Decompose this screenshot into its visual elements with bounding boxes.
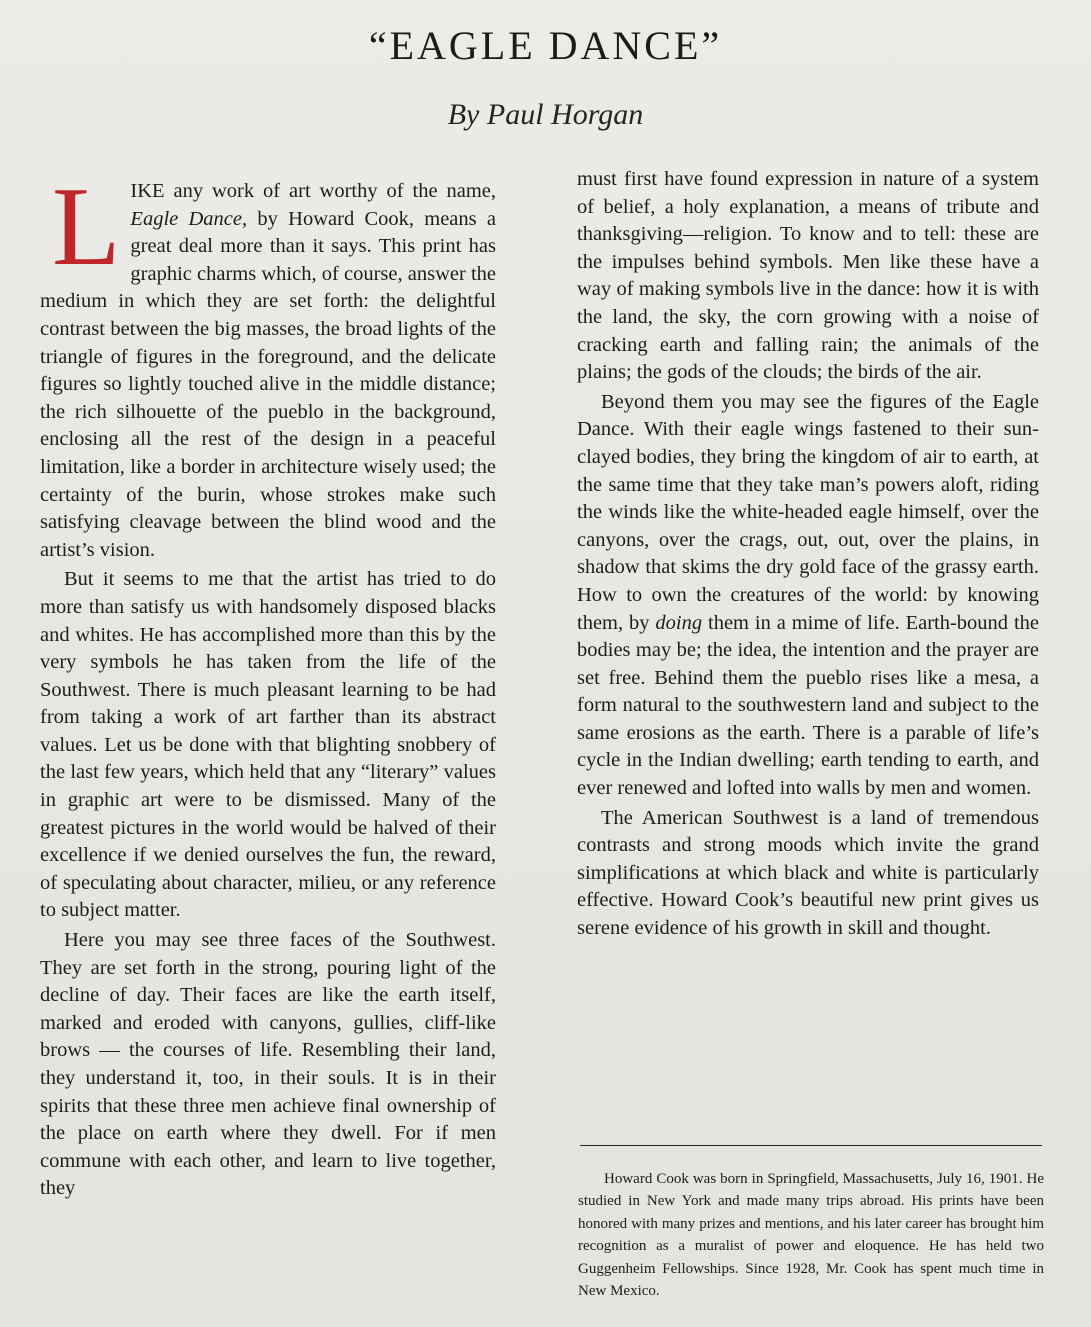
paragraph-1-head: IKE any work of art worthy of the name, bbox=[130, 180, 496, 202]
left-column bbox=[40, 165, 496, 1205]
right-column bbox=[577, 166, 1039, 945]
article-title: “EAGLE DANCE” bbox=[368, 23, 723, 68]
paragraph-4 bbox=[577, 389, 1039, 803]
drop-cap: L bbox=[52, 165, 121, 289]
footnote-divider bbox=[580, 1145, 1042, 1146]
paragraph-3-continued: must first have found expression in nature of a system of belief, a holy explanation, a means of tribute and thanksgiving—religion. To know and to tell: these are the impulses behind symbols. Men like these have a way of making symbols live in the dance: how it is with the land, the sky, the corn growing with a noise of cracking earth and falling rain; the animals of the plains; the gods of the clouds; the birds of the air. bbox=[577, 168, 1039, 384]
paragraph-5: The American Southwest is a land of tremendous contrasts and strong moods which invite the grand simplifications at which black and white is particularly effective. Howard Cook’s beautiful new print gives us serene evidence of his growth in skill and thought. bbox=[577, 806, 1039, 940]
paragraph-3: Here you may see three faces of the Southwest. They are set forth in the strong, pouring light of the decline of day. Their faces are like the earth itself, marked and eroded with canyons, gullies, cliff-like brows — the courses of life. Resembling their land, they understand it, too, in their souls. It is in their spirits that these three men achieve final ownership of the place on earth where they dwell. For if men commune with each other, and learn to live together, they bbox=[40, 929, 496, 1200]
paragraph-2: But it seems to me that the artist has tried to do more than satisfy us with handsomely disposed blacks and whites. He has accomplished more than this by the very symbols he has taken from the life of the Southwest. There is much pleasant learning to be had from taking a work of art farther than its abstract values. Let us be done with that blighting snobbery of the last few years, which held that any “literary” values in graphic art were to be dismissed. Many of the greatest pictures in the world would be halved of their excellence if we denied ourselves the fun, the reward, of speculating about character, milieu, or any reference to subject matter. bbox=[40, 568, 496, 922]
paragraph-4-head: Beyond them you may see the figures of the Eagle Dance. With their eagle wings fastened to their sun-clayed bodies, they bring the kingdom of air to earth, at the same time that they take man’s powers aloft, riding the winds like the white-headed eagle himself, over the canyons, over the crags, out, out, over the plains, in shadow that skims the dry gold face of the grassy earth. How to own the creatures of the world: by knowing them, by bbox=[577, 390, 1039, 634]
paragraph-1-tail: , by Howard Cook, means a great deal more than it says. This print has graphic charms which, of course, answer the medium in which they are set forth: the delightful contrast between the big masses, the broad lights of the triangle of figures in the foreground, and the delicate figures so lightly touched alive in the middle distance; the rich silhouette of the pueblo in the background, enclosing all the rest of the design in a peaceful limitation, like a border in architecture wisely used; the certainty of the burin, whose strokes make such satisfying cleavage between the blind wood and the artist’s vision. bbox=[40, 207, 496, 561]
artwork-title: Eagle Dance bbox=[130, 207, 243, 230]
emphasis-doing: doing bbox=[655, 611, 703, 634]
footnote-biography: Howard Cook was born in Springfield, Massachusetts, July 16, 1901. He studied in New York and made many trips abroad. His prints have been honored with many prizes and mentions, and his later career has brought him recognition as a muralist of power and eloquence. He has held two Guggenheim Fellowships. Since 1928, Mr. Cook has spent much time in New Mexico. bbox=[578, 1171, 1044, 1300]
article-byline: By Paul Horgan bbox=[447, 98, 644, 131]
paragraph-1 bbox=[40, 165, 496, 564]
paragraph-4-tail: them in a mime of life. Earth-bound the bodies may be; the idea, the intention and the prayer are set free. Behind them the pueblo rises like a mesa, a form natural to the southwestern land and subject to the same erosions as the earth. There is a parable of life’s cycle in the Indian dwelling; earth tending to earth, and ever renewed and lofted into walls by men and women. bbox=[577, 611, 1039, 800]
